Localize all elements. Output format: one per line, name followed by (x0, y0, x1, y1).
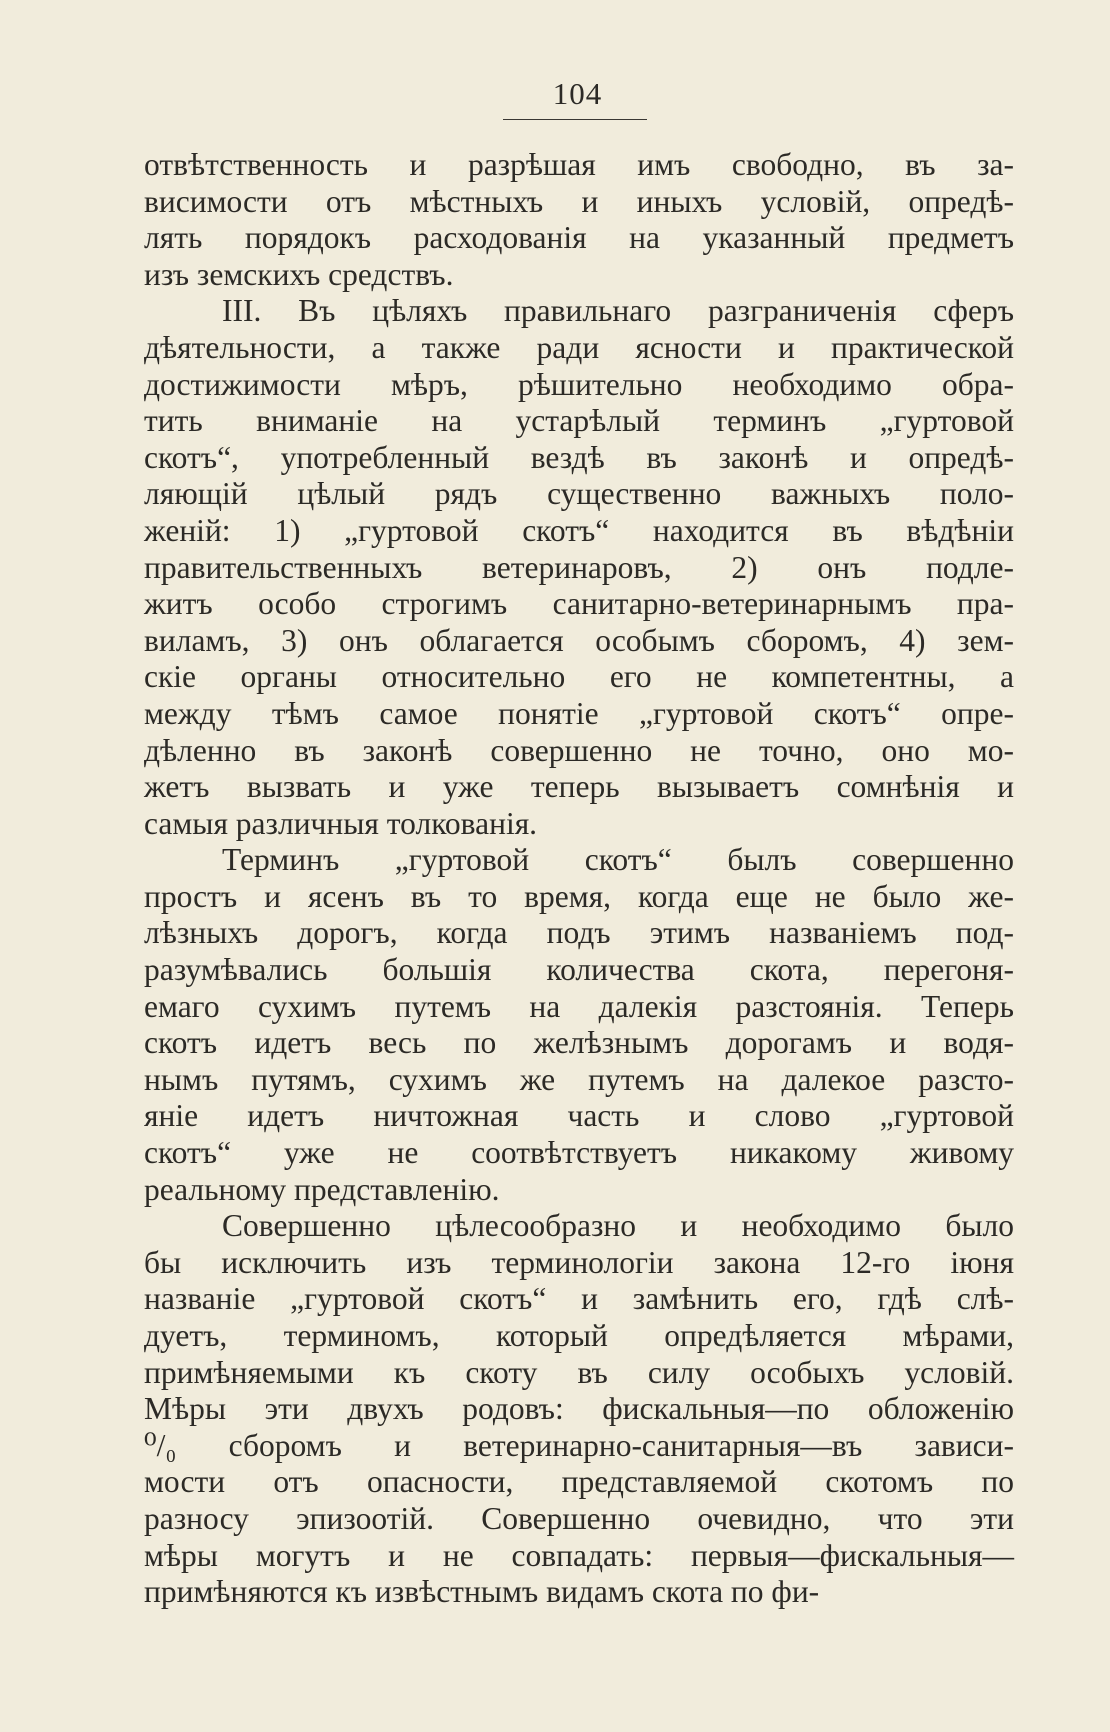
text-line: изъ земскихъ средствъ. (144, 256, 454, 292)
text-line: дуетъ, терминомъ, который опредѣляется мѣрами, (144, 1318, 1014, 1353)
text-line: мѣры могутъ и не совпадать: первыя—фискальныя— (144, 1537, 1014, 1573)
text-line: простъ и ясенъ въ то время, когда еще не было же- (144, 878, 1014, 914)
text-line: Совершенно цѣлесообразно и необходимо было (222, 1208, 1014, 1244)
text-line: нымъ путямъ, сухимъ же путемъ на далекое разсто- (144, 1061, 1014, 1097)
text-line: дѣятельности, а также ради ясности и практической (144, 329, 1014, 365)
text-line: женій: 1) „гуртовой скотъ“ находится въ вѣдѣніи (144, 512, 1014, 548)
text-line: разумѣвались большія количества скота, перегоня- (144, 952, 1014, 988)
text-line: Терминъ „гуртовой скотъ“ былъ совершенно (222, 842, 1014, 878)
text-line: житъ особо строгимъ санитарно-ветеринарнымъ пра- (144, 586, 1014, 622)
text-body (144, 147, 1014, 1611)
text-line: ⁰/₀ сборомъ и ветеринарно-санитарныя—въ зависи- (144, 1427, 1014, 1463)
text-line: правительственныхъ ветеринаровъ, 2) онъ подле- (144, 549, 1014, 585)
paragraph (144, 842, 1014, 1208)
text-line: III. Въ цѣляхъ правильнаго разграниченія сферъ (222, 293, 1014, 329)
text-line: примѣняемыми къ скоту въ силу особыхъ условій. (144, 1354, 1014, 1390)
page-number-rule (503, 119, 647, 120)
text-line: тить вниманіе на устарѣлый терминъ „гуртовой (144, 403, 1014, 439)
text-line: бы исключить изъ терминологіи закона 12-го іюня (144, 1244, 1014, 1280)
text-line: названіе „гуртовой скотъ“ и замѣнить его, гдѣ слѣ- (144, 1281, 1014, 1317)
text-line: виламъ, 3) онъ облагается особымъ сборомъ, 4) зем- (144, 622, 1014, 658)
text-line: емаго сухимъ путемъ на далекія разстоянія. Теперь (144, 988, 1014, 1024)
text-line: отвѣтственность и разрѣшая имъ свободно, въ за- (144, 147, 1014, 182)
text-line: разносу эпизоотій. Совершенно очевидно, что эти (144, 1500, 1014, 1536)
text-line: висимости отъ мѣстныхъ и иныхъ условій, опредѣ- (144, 183, 1014, 219)
paragraph (144, 1208, 1014, 1611)
text-line: дѣленно въ законѣ совершенно не точно, оно мо- (144, 732, 1014, 768)
text-line: между тѣмъ самое понятіе „гуртовой скотъ“ опре- (144, 695, 1014, 731)
text-line: скотъ идетъ весь по желѣзнымъ дорогамъ и водя- (144, 1025, 1014, 1061)
paragraph (144, 147, 1014, 293)
text-line: примѣняются къ извѣстнымъ видамъ скота по фи- (144, 1574, 820, 1610)
text-line: жетъ вызвать и уже теперь вызываетъ сомнѣнія и (144, 769, 1014, 805)
text-line: самыя различныя толкованія. (144, 805, 538, 841)
text-line: реальному представленію. (144, 1171, 500, 1207)
text-line: лѣзныхъ дорогъ, когда подъ этимъ названіемъ под- (144, 915, 1014, 951)
text-line: ляющій цѣлый рядъ существенно важныхъ поло- (144, 476, 1014, 512)
text-line: достижимости мѣръ, рѣшительно необходимо обра- (144, 366, 1014, 402)
text-line: Мѣры эти двухъ родовъ: фискальныя—по обложенію (144, 1391, 1014, 1427)
text-line: скотъ“, употребленный вездѣ въ законѣ и опредѣ- (144, 439, 1014, 475)
text-line: скіе органы относительно его не компетентны, а (144, 659, 1014, 695)
text-line: мости отъ опасности, представляемой скотомъ по (144, 1464, 1014, 1500)
text-line: лять порядокъ расходованія на указанный предметъ (144, 220, 1014, 256)
text-line: скотъ“ уже не соотвѣтствуетъ никакому живому (144, 1135, 1014, 1171)
text-line: яніе идетъ ничтожная часть и слово „гуртовой (144, 1098, 1014, 1134)
paragraph (144, 293, 1014, 842)
page-number: 104 (552, 76, 603, 111)
